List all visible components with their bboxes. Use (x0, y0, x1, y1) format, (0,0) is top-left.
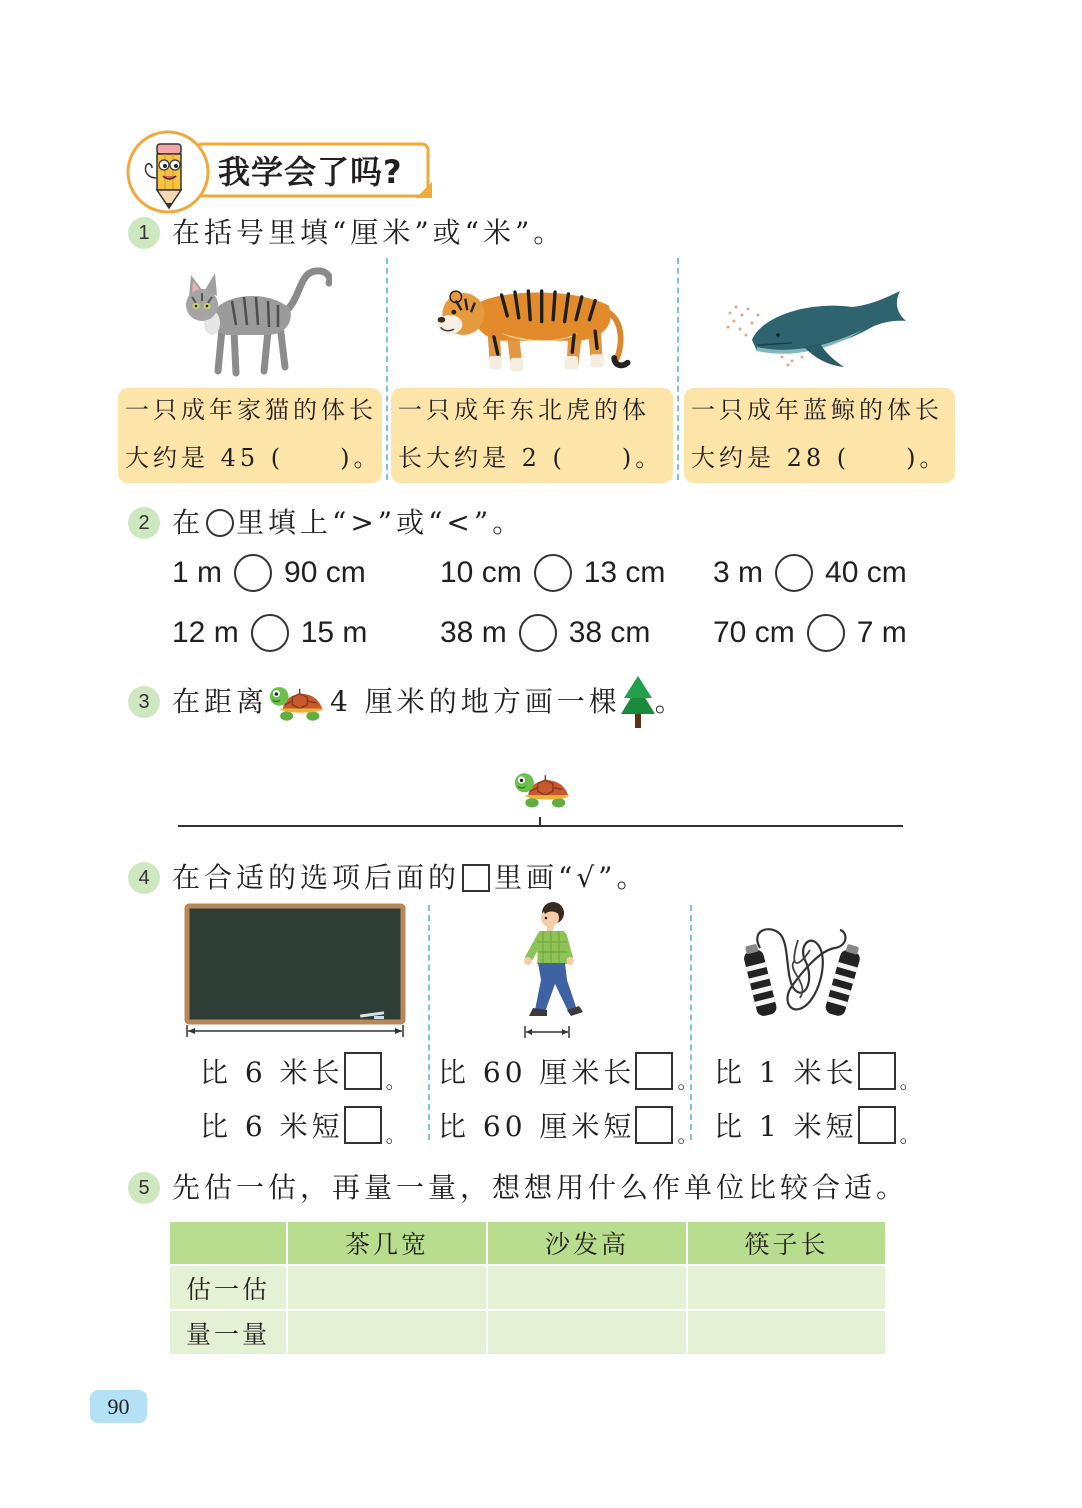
turtle-icon (513, 766, 570, 811)
option-checkbox[interactable] (858, 1052, 896, 1090)
prompt-text: 在 (172, 506, 205, 539)
walking-boy-icon (515, 900, 585, 1040)
option-label: 比 60 厘米长 (438, 1056, 636, 1089)
length-arrow (525, 1026, 569, 1038)
question-5-prompt: 先估一估，再量一量，想想用什么作单位比较合适。 (172, 1171, 909, 1204)
option-label: 比 60 厘米短 (438, 1110, 636, 1143)
table-row (169, 1310, 886, 1355)
comparison-answer-circle[interactable] (234, 554, 272, 592)
option-period: 。 (677, 1069, 702, 1093)
comparison-right: 15 m (300, 616, 368, 649)
comparison-right: 7 m (856, 616, 907, 649)
divider (428, 905, 430, 1140)
question-4-prompt (172, 860, 649, 896)
box-symbol (462, 864, 490, 892)
answer-cell[interactable] (287, 1310, 487, 1355)
question-number-1: 1 (128, 217, 160, 249)
comparison-left: 1 m (172, 556, 223, 589)
option-checkbox[interactable] (344, 1106, 382, 1144)
prompt-text: 4 厘米的地方画一棵 (330, 685, 621, 718)
tree-icon (621, 676, 655, 728)
option-blackboard-shorter (200, 1104, 410, 1146)
question-3-prompt (172, 676, 687, 728)
option-checkbox[interactable] (635, 1106, 673, 1144)
option-checkbox[interactable] (344, 1052, 382, 1090)
option-blackboard-longer (200, 1050, 410, 1092)
jump-rope-handle-right (824, 943, 863, 1018)
answer-cell[interactable] (687, 1310, 886, 1355)
comparison-left: 70 cm (713, 616, 795, 649)
comparison-item (440, 553, 665, 593)
table-header-chopsticks-length: 筷子长 (687, 1221, 886, 1265)
measurement-table (168, 1220, 887, 1356)
option-period: 。 (385, 1069, 410, 1093)
question-number-4: 4 (128, 862, 160, 894)
comparison-item (172, 613, 367, 653)
option-label: 比 6 米长 (200, 1056, 344, 1089)
question-1-prompt: 在括号里填“厘米”或“米”。 (172, 216, 566, 249)
table-row (169, 1265, 886, 1310)
option-period: 。 (899, 1069, 924, 1093)
row-label-estimate: 估一估 (169, 1265, 287, 1310)
question-2-prompt (172, 505, 524, 541)
divider (677, 258, 679, 480)
answer-cell[interactable] (287, 1265, 487, 1310)
blue-whale-icon (722, 285, 912, 370)
question-number-2: 2 (128, 507, 160, 539)
option-label: 比 1 米短 (714, 1110, 858, 1143)
answer-box-whale (684, 388, 955, 483)
answer-box-tiger (391, 388, 673, 483)
option-label: 比 1 米长 (714, 1056, 858, 1089)
comparison-right: 90 cm (284, 556, 366, 589)
comparison-item (172, 553, 366, 593)
comparison-answer-circle[interactable] (519, 614, 557, 652)
turtle-position-tick (539, 817, 541, 826)
statement-blank-line: 长大约是 2 ( )。 (398, 444, 664, 472)
option-stride-longer (438, 1050, 701, 1092)
prompt-text: 在距离 (172, 685, 269, 718)
prompt-text: 在合适的选项后面的 (172, 861, 461, 894)
option-period: 。 (385, 1123, 410, 1147)
prompt-text: 里填上“>”或“<”。 (236, 506, 525, 539)
statement-line: 一只成年家猫的体长 (125, 396, 377, 424)
jump-rope-handle-left (741, 943, 778, 1018)
option-rope-shorter (714, 1104, 924, 1146)
comparison-item (713, 613, 907, 653)
answer-box-cat (118, 388, 382, 483)
table-header-row (169, 1221, 886, 1265)
turtle-icon (268, 680, 324, 724)
option-checkbox[interactable] (635, 1052, 673, 1090)
option-stride-shorter (438, 1104, 701, 1146)
comparison-left: 12 m (172, 616, 239, 649)
comparison-item (440, 613, 650, 653)
statement-line: 一只成年东北虎的体 (398, 396, 650, 424)
cat-icon (172, 263, 332, 378)
comparison-left: 3 m (713, 556, 764, 589)
option-rope-longer (714, 1050, 924, 1092)
statement-blank-line: 大约是 28 ( )。 (691, 444, 948, 472)
comparison-right: 38 cm (568, 616, 651, 649)
comparison-answer-circle[interactable] (534, 554, 572, 592)
comparison-answer-circle[interactable] (251, 614, 289, 652)
length-arrow (187, 1025, 403, 1037)
comparison-right: 13 cm (583, 556, 666, 589)
table-header-corner (169, 1221, 287, 1265)
comparison-item (713, 553, 907, 593)
option-checkbox[interactable] (858, 1106, 896, 1144)
answer-cell[interactable] (487, 1265, 687, 1310)
statement-blank-line: 大约是 45 ( )。 (125, 444, 382, 472)
comparison-answer-circle[interactable] (775, 554, 813, 592)
prompt-text: 里画“√”。 (494, 861, 649, 894)
question-number-3: 3 (128, 686, 160, 718)
table-header-sofa-height: 沙发高 (487, 1221, 687, 1265)
answer-cell[interactable] (687, 1265, 886, 1310)
circle-symbol (206, 509, 234, 537)
option-period: 。 (899, 1123, 924, 1147)
comparison-answer-circle[interactable] (807, 614, 845, 652)
pencil-mascot-icon (128, 132, 208, 212)
page-title: 我学会了吗? (218, 153, 403, 191)
table-header-tea-table-width: 茶几宽 (287, 1221, 487, 1265)
blackboard-icon (184, 903, 406, 1038)
comparison-left: 10 cm (440, 556, 522, 589)
prompt-text: 。 (654, 685, 687, 718)
option-label: 比 6 米短 (200, 1110, 344, 1143)
question-number-5: 5 (128, 1172, 160, 1204)
jump-rope-icon (740, 920, 865, 1030)
page-number: 90 (90, 1390, 147, 1423)
row-label-measure: 量一量 (169, 1310, 287, 1355)
divider (386, 258, 388, 480)
answer-cell[interactable] (487, 1310, 687, 1355)
statement-line: 一只成年蓝鲸的体长 (691, 396, 943, 424)
option-period: 。 (677, 1123, 702, 1147)
comparison-right: 40 cm (825, 556, 907, 589)
comparison-left: 38 m (440, 616, 507, 649)
tiger-icon (430, 272, 640, 377)
